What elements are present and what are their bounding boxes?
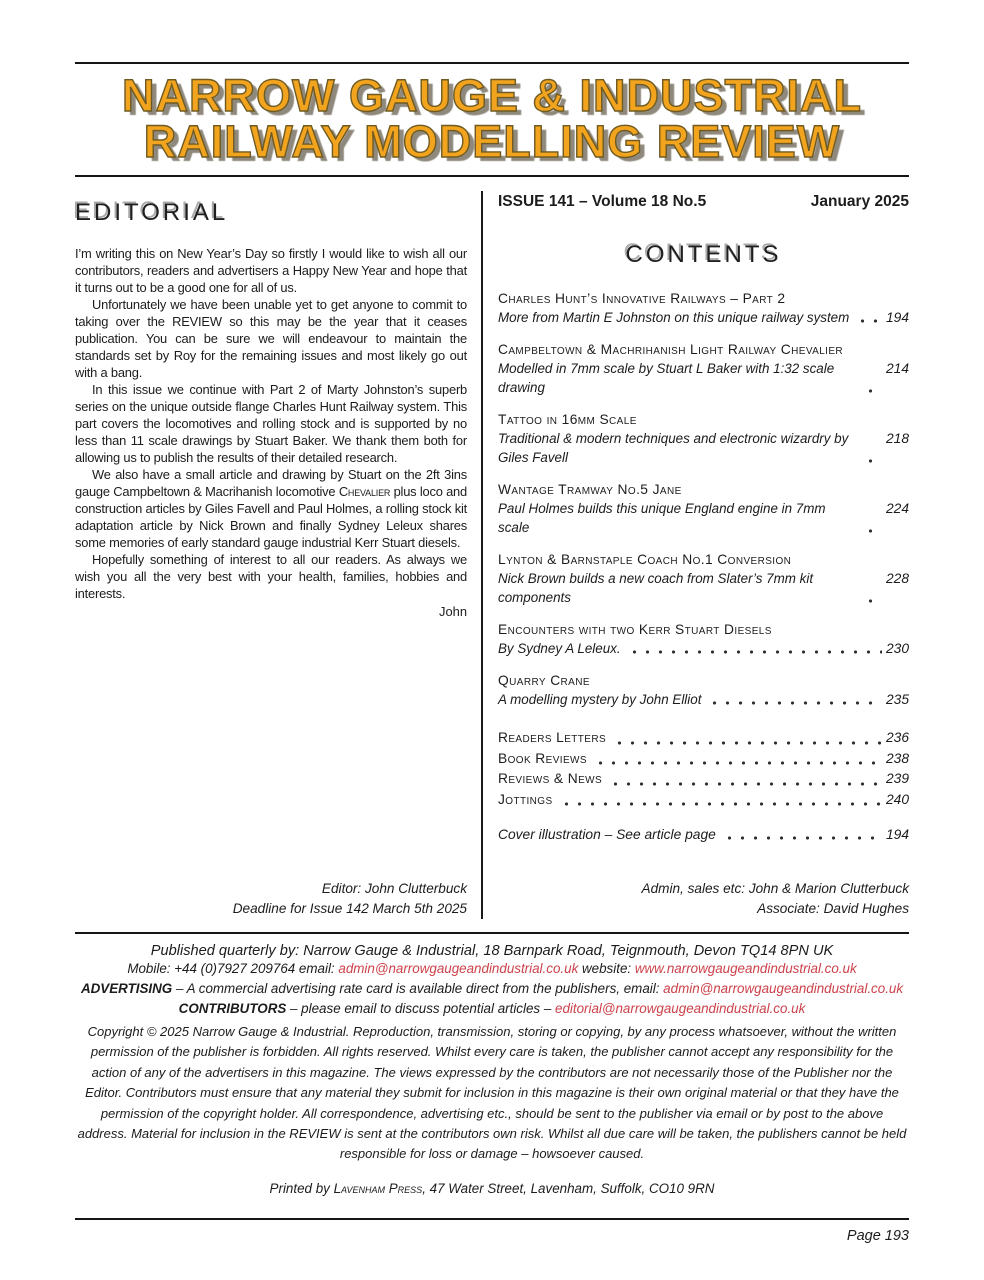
toc-subtitle-line [498, 429, 909, 467]
toc-simple-entry [498, 728, 909, 749]
toc-page-number: 228 [885, 571, 909, 586]
editorial-paragraph-4-text: We also have a small article and drawing by Stuart on the 2ft 3ins gauge Campbeltown & Macrihanish locomotive [75, 467, 467, 499]
toc-page-number: 194 [885, 310, 909, 325]
editorial-paragraph-1: I’m writing this on New Year’s Day so firstly I would like to wish all our contributors, readers and advertisers a Happy New Year and hope that it turns out to be a good one for all of us. [75, 246, 467, 295]
dot-leader [864, 599, 882, 603]
editorial-paragraph-2: Unfortunately we have been unable yet to get anyone to commit to taking over the REVIEW so this may be the year that it ceases publication. You can be sure we will endeavour to maintain the standards set by Roy for the remaining issues and most likely go out with a bang. [75, 297, 467, 380]
toc-title: Campbeltown & Machrihanish Light Railway Chevalier [498, 342, 844, 357]
toc-subtitle: More from Martin E Johnston on this unique railway system [498, 310, 850, 325]
toc-title: Wantage Tramway No.5 Jane [498, 482, 682, 497]
dot-leader [864, 389, 882, 393]
admin-email-link[interactable]: admin@narrowgaugeandindustrial.co.uk [338, 961, 579, 976]
toc-subtitle: Modelled in 7mm scale by Stuart L Baker with 1:32 scale drawing [498, 361, 835, 395]
masthead [75, 64, 909, 175]
editorial-column [75, 191, 481, 919]
toc-page-number: 224 [885, 501, 909, 516]
dot-leader [594, 761, 882, 765]
admin-credits [498, 879, 909, 919]
toc-page-number: 235 [885, 692, 909, 707]
toc-subtitle-line [498, 499, 909, 537]
cover-illustration-line [498, 825, 909, 844]
toc-subtitle-line [498, 690, 909, 709]
advertising-label: ADVERTISING [80, 981, 173, 996]
contents-content [498, 191, 909, 844]
toc-subtitle-line [498, 639, 909, 658]
toc-entry [498, 289, 909, 327]
mobile-email-label: Mobile: +44 (0)7927 209764 email: [127, 961, 339, 976]
advertising-email-link[interactable]: admin@narrowgaugeandindustrial.co.uk [663, 981, 904, 996]
toc-title: Charles Hunt’s Innovative Railways – Part 2 [498, 291, 786, 306]
toc-entry [498, 620, 909, 658]
masthead-rule [75, 175, 909, 177]
contributors-label: CONTRIBUTORS [178, 1001, 287, 1016]
dot-leader [613, 741, 882, 745]
printer-address: , 47 Water Street, Lavenham, Suffolk, CO10 9RN [422, 1180, 715, 1196]
bottom-rule [75, 1218, 909, 1220]
deadline-line: Deadline for Issue 142 March 5th 2025 [232, 901, 467, 916]
editor-line: Editor: John Clutterbuck [321, 881, 467, 896]
footer-top-rule [75, 932, 909, 934]
toc-page-number: 230 [885, 641, 909, 656]
loco-name-smallcaps: Chevalier [338, 484, 391, 499]
toc-page-number: 194 [885, 827, 909, 842]
issue-number: ISSUE 141 – Volume 18 No.5 [498, 193, 707, 210]
printer-name: Lavenham Press [333, 1180, 423, 1196]
toc-subtitle-line [498, 359, 909, 397]
toc-simple-list [498, 728, 909, 810]
editorial-paragraph-4 [75, 466, 467, 551]
toc-title: Book Reviews [498, 750, 587, 766]
cover-illustration-label: Cover illustration – See article page [498, 827, 716, 842]
issue-bar [498, 193, 909, 211]
toc-title: Reviews & News [498, 771, 603, 786]
admin-line: Admin, sales etc: John & Marion Clutterbuck [641, 881, 909, 896]
associate-line: Associate: David Hughes [757, 901, 909, 916]
website-label: website: [578, 961, 635, 976]
toc-page-number: 238 [885, 750, 909, 766]
toc-title: Jottings [498, 791, 553, 807]
issue-date: January 2025 [810, 193, 909, 210]
contents-column [483, 191, 909, 919]
toc-title: Encounters with two Kerr Stuart Diesels [498, 622, 772, 637]
copyright-paragraph: Copyright © 2025 Narrow Gauge & Industrial. Reproduction, transmission, storing or copying, by any process whatsoever, without the written permission of the publisher is forbidden. All rights reserved. Whilst every care is taken, the publisher cannot accept any responsibility for the action of any of the advertisers in this magazine. The views expressed by the contributors are not necessarily those of the Publisher nor the Editor. Contributors must ensure that any material they submit for inclusion in this magazine is their own original material or that they have the permission of the copyright holder. All correspondence, advertising etc., should be sent to the publisher via email or by post to the above address. Material for inclusion in the REVIEW is sent at the contributors own risk. Whilst all due care will be taken, the publishers cannot be held responsible for loss or damage – howsoever caused. [77, 1024, 907, 1162]
editor-credits [75, 879, 467, 919]
toc-entry [498, 410, 909, 467]
publisher-footer [75, 943, 909, 1196]
editorial-email-link[interactable]: editorial@narrowgaugeandindustrial.co.uk [555, 1001, 806, 1016]
website-link[interactable]: www.narrowgaugeandindustrial.co.uk [634, 961, 857, 976]
toc-page-number: 214 [885, 361, 909, 376]
toc-title: Lynton & Barnstaple Coach No.1 Conversion [498, 552, 792, 567]
toc-subtitle: Paul Holmes builds this unique England engine in 7mm scale [498, 501, 826, 535]
editorial-paragraph-4-rest: plus loco and construction articles by Giles Favell and Paul Holmes, a rolling stock kit adaptation article by Nick Brown and finally Sydney Leleux shares some memories of early standard gauge industrial Kerr Stuart diesels. [75, 484, 467, 550]
toc-subtitle-line [498, 569, 909, 607]
advertising-line [75, 981, 909, 996]
toc-page-number: 218 [885, 431, 909, 446]
toc-entry [498, 480, 909, 537]
toc-entry [498, 671, 909, 709]
editorial-paragraph-3: In this issue we continue with Part 2 of Marty Johnston’s superb series on the unique outside flange Charles Hunt Railway system. This part covers the locomotives and rolling stock and is supported by no less than 11 scale drawings by Stuart Baker. We thank them both for allowing us to publish the results of their detailed research. [75, 382, 467, 465]
masthead-line-2: RAILWAY MODELLING REVIEW [143, 116, 841, 167]
toc-entry [498, 340, 909, 397]
dot-leader [856, 319, 882, 323]
editorial-content [75, 191, 467, 619]
masthead-line-1: NARROW GAUGE & INDUSTRIAL [122, 70, 862, 121]
toc-page-number: 240 [885, 791, 909, 807]
toc-entry [498, 550, 909, 607]
published-by-line: Published quarterly by: Narrow Gauge & Industrial, 18 Barnpark Road, Teignmouth, Devon TQ14 8PN UK [150, 943, 834, 959]
printed-by-label: Printed by [269, 1180, 334, 1196]
editorial-heading: EDITORIAL [75, 199, 229, 226]
toc-simple-entry [498, 769, 909, 790]
dot-leader [864, 529, 882, 533]
editorial-paragraph-5: Hopefully something of interest to all our readers. As always we wish you all the very best with your health, families, hobbies and interests. [75, 552, 467, 601]
contents-heading: CONTENTS [625, 241, 782, 268]
dot-leader [723, 836, 882, 840]
dot-leader [708, 701, 882, 705]
editorial-signoff: John [439, 604, 467, 619]
toc-subtitle: A modelling mystery by John Elliot [498, 692, 702, 707]
content-columns [75, 191, 909, 919]
toc-title: Quarry Crane [498, 673, 590, 688]
contributors-line [75, 1001, 909, 1016]
toc-page-number: 239 [885, 771, 909, 786]
toc-subtitle: Traditional & modern techniques and electronic wizardry by Giles Favell [498, 431, 849, 465]
advertising-text: – A commercial advertising rate card is available direct from the publishers, email: [172, 981, 664, 996]
contributors-text: – please email to discuss potential articles – [286, 1001, 555, 1016]
toc-simple-entry [498, 790, 909, 811]
toc-title: Readers Letters [498, 730, 607, 745]
toc-simple-entry [498, 749, 909, 770]
toc-subtitle: Nick Brown builds a new coach from Slater’s 7mm kit components [498, 571, 814, 605]
toc-subtitle-line [498, 308, 909, 327]
printed-by-line [75, 1181, 909, 1196]
dot-leader [609, 782, 882, 786]
dot-leader [560, 802, 882, 806]
toc-title: Tattoo in 16mm Scale [498, 412, 637, 427]
editorial-body [75, 245, 467, 619]
dot-leader [628, 650, 882, 654]
page-number: Page 193 [846, 1227, 909, 1244]
toc-subtitle: By Sydney A Leleux. [498, 641, 621, 656]
contact-line [75, 961, 909, 976]
dot-leader [864, 459, 882, 463]
toc-page-number: 236 [885, 730, 909, 745]
